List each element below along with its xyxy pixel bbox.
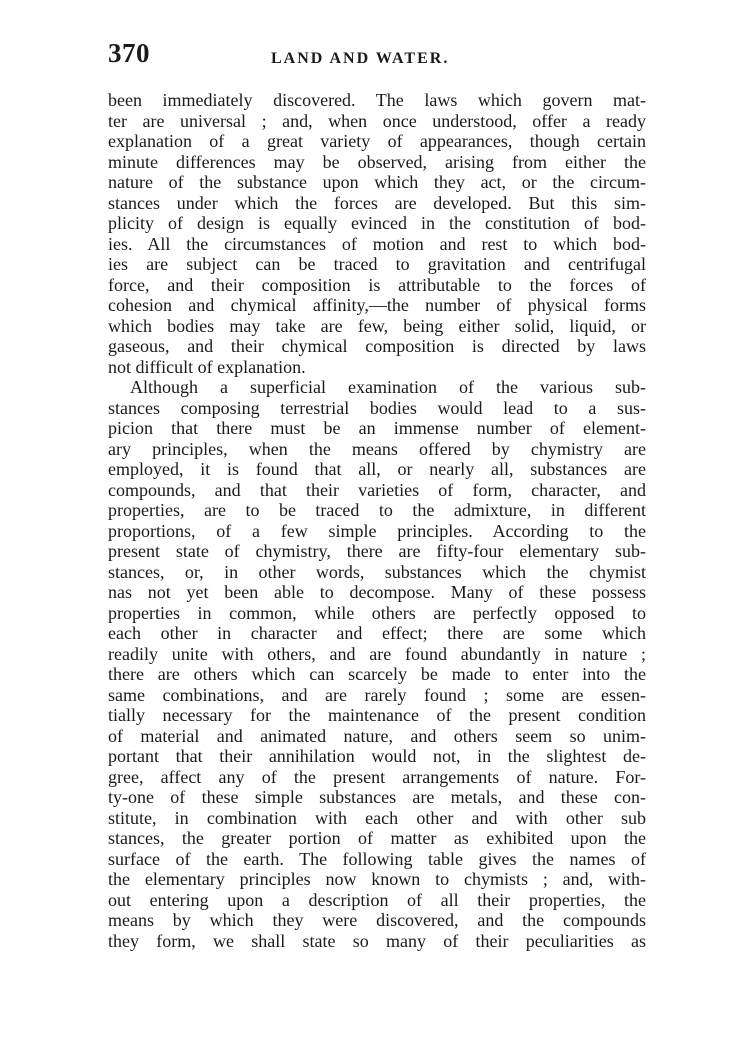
text-line: readily unite with others, and are found abundantly in nature ; — [108, 643, 646, 664]
text-line: stances composing terrestrial bodies would lead to a sus- — [108, 397, 646, 418]
text-line: picion that there must be an immense number of element- — [108, 418, 646, 438]
text-line: proportions, of a few simple principles. According to the — [108, 520, 646, 541]
text-line: cohesion and chymical affinity,—the number of physical forms — [108, 295, 646, 315]
text-line: tially necessary for the maintenance of the present condition — [108, 705, 646, 725]
text-line: there are others which can scarcely be made to enter into the — [108, 664, 646, 684]
text-line: gaseous, and their chymical composition is directed by laws — [108, 336, 646, 356]
text-line: means by which they were discovered, and the compounds — [108, 910, 646, 930]
text-line: ty-one of these simple substances are metals, and these con- — [108, 787, 646, 807]
text-line: force, and their composition is attributable to the forces of — [108, 274, 646, 295]
text-line: compounds, and that their varieties of form, character, and — [108, 479, 646, 500]
text-line: plicity of design is equally evinced in the constitution of bod- — [108, 213, 646, 233]
text-line: each other in character and effect; there are some which — [108, 623, 646, 643]
text-line: not difficult of explanation. — [108, 356, 306, 377]
text-line: properties in common, while others are perfectly opposed to — [108, 602, 646, 623]
text-line: stances, or, in other words, substances which the chymist — [108, 561, 646, 582]
text-line: stances under which the forces are developed. But this sim- — [108, 192, 646, 213]
text-line: been immediately discovered. The laws which govern mat- — [108, 90, 646, 110]
text-line: same combinations, and are rarely found ; some are essen- — [108, 684, 646, 705]
text-line: employed, it is found that all, or nearly all, substances are — [108, 459, 646, 479]
text-line: surface of the earth. The following table gives the names of — [108, 848, 646, 869]
text-line: ter are universal ; and, when once understood, offer a ready — [108, 110, 646, 131]
text-line: of material and animated nature, and others seem so unim- — [108, 725, 646, 746]
text-line: ies are subject can be traced to gravitation and centrifugal — [108, 254, 646, 274]
text-line: stitute, in combination with each other and with other sub — [108, 807, 646, 828]
text-line: Although a superficial examination of the various sub- — [130, 377, 646, 397]
text-line: stances, the greater portion of matter as exhibited upon the — [108, 828, 646, 848]
text-line: gree, affect any of the present arrangements of nature. For- — [108, 766, 646, 787]
text-line: ies. All the circumstances of motion and rest to which bod- — [108, 233, 646, 254]
text-line: portant that their annihilation would not, in the slightest de- — [108, 746, 646, 766]
text-line: the elementary principles now known to chymists ; and, with- — [108, 869, 646, 889]
text-line: out entering upon a description of all their properties, the — [108, 889, 646, 910]
page-number: 370 — [108, 38, 150, 68]
text-line: which bodies may take are few, being either solid, liquid, or — [108, 315, 646, 336]
running-head: LAND AND WATER. — [271, 50, 450, 67]
text-line: present state of chymistry, there are fifty-four elementary sub- — [108, 541, 646, 561]
page-header — [108, 38, 648, 78]
text-line: nature of the substance upon which they act, or the circum- — [108, 172, 646, 192]
text-line: minute differences may be observed, arising from either the — [108, 151, 646, 172]
text-line: ary principles, when the means offered by chymistry are — [108, 438, 646, 459]
text-line: nas not yet been able to decompose. Many of these possess — [108, 582, 646, 602]
text-line: properties, are to be traced to the admixture, in different — [108, 500, 646, 520]
text-line: explanation of a great variety of appearances, though certain — [108, 131, 646, 151]
body-text — [108, 90, 646, 951]
text-line: they form, we shall state so many of their peculiarities as — [108, 930, 646, 951]
